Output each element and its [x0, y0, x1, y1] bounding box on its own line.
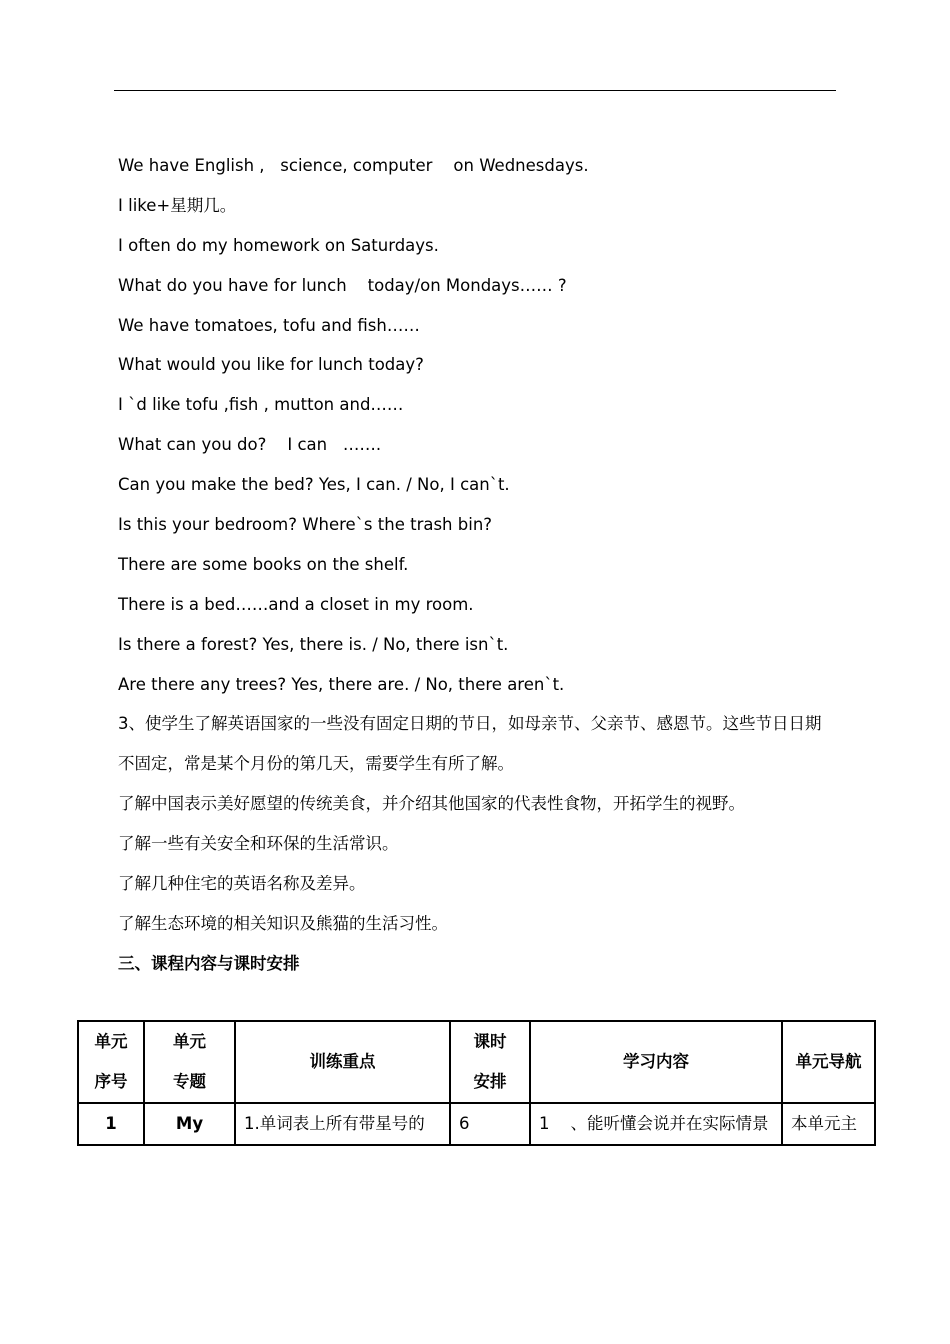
text-line: Can you make the bed? Yes, I can. / No, I can`t. — [118, 475, 510, 495]
header-rule — [114, 90, 836, 91]
text-line: We have English , science, computer on Wednesdays. — [118, 156, 589, 175]
header-focus: 训练重点 — [235, 1021, 450, 1103]
cell-unit-no: 1 — [78, 1103, 144, 1145]
body-text — [118, 146, 848, 984]
text-line: 了解生态环境的相关知识及熊猫的生活习性。 — [118, 913, 448, 933]
text-line: I like+星期几。 — [118, 195, 237, 215]
cell-unit-topic: My — [144, 1103, 235, 1145]
text-line: What would you like for lunch today? — [118, 355, 424, 375]
text-line: 不固定，常是某个月份的第几天，需要学生有所了解。 — [118, 754, 514, 774]
cell-focus: 1.单词表上所有带星号的 — [235, 1103, 450, 1145]
text-line: 了解中国表示美好愿望的传统美食，并介绍其他国家的代表性食物，开拓学生的视野。 — [118, 794, 745, 814]
header-unit-no: 单元 序号 — [78, 1021, 144, 1103]
header-guide: 单元导航 — [782, 1021, 875, 1103]
text-line: What do you have for lunch today/on Mondays…… ? — [118, 275, 567, 295]
text-line: We have tomatoes, tofu and fish…… — [118, 315, 420, 335]
text-line: Is this your bedroom? Where`s the trash bin? — [118, 515, 493, 535]
section-heading: 三、课程内容与课时安排 — [118, 953, 300, 973]
cell-guide: 本单元主 — [782, 1103, 875, 1145]
text-line: 了解几种住宅的英语名称及差异。 — [118, 874, 366, 894]
text-line: What can you do? I can ……. — [118, 435, 382, 455]
header-unit-topic: 单元 专题 — [144, 1021, 235, 1103]
cell-hours: 6 — [450, 1103, 530, 1145]
header-content: 学习内容 — [530, 1021, 782, 1103]
table-row — [78, 1103, 875, 1145]
header-hours: 课时 安排 — [450, 1021, 530, 1103]
text-line: 了解一些有关安全和环保的生活常识。 — [118, 834, 399, 854]
cell-content: 1 、能听懂会说并在实际情景 — [530, 1103, 782, 1145]
text-line: There is a bed……and a closet in my room. — [118, 594, 474, 614]
text-line: There are some books on the shelf. — [118, 554, 409, 574]
text-line: I often do my homework on Saturdays. — [118, 235, 439, 255]
course-schedule-table — [77, 1020, 876, 1146]
text-line: Are there any trees? Yes, there are. / No, there aren`t. — [118, 674, 565, 694]
text-line: 3、使学生了解英语国家的一些没有固定日期的节日，如母亲节、父亲节、感恩节。这些节日日期 — [118, 714, 822, 734]
table-header-row — [78, 1021, 875, 1103]
text-line: Is there a forest? Yes, there is. / No, there isn`t. — [118, 634, 509, 654]
text-line: I `d like tofu ,fish , mutton and…… — [118, 395, 404, 415]
